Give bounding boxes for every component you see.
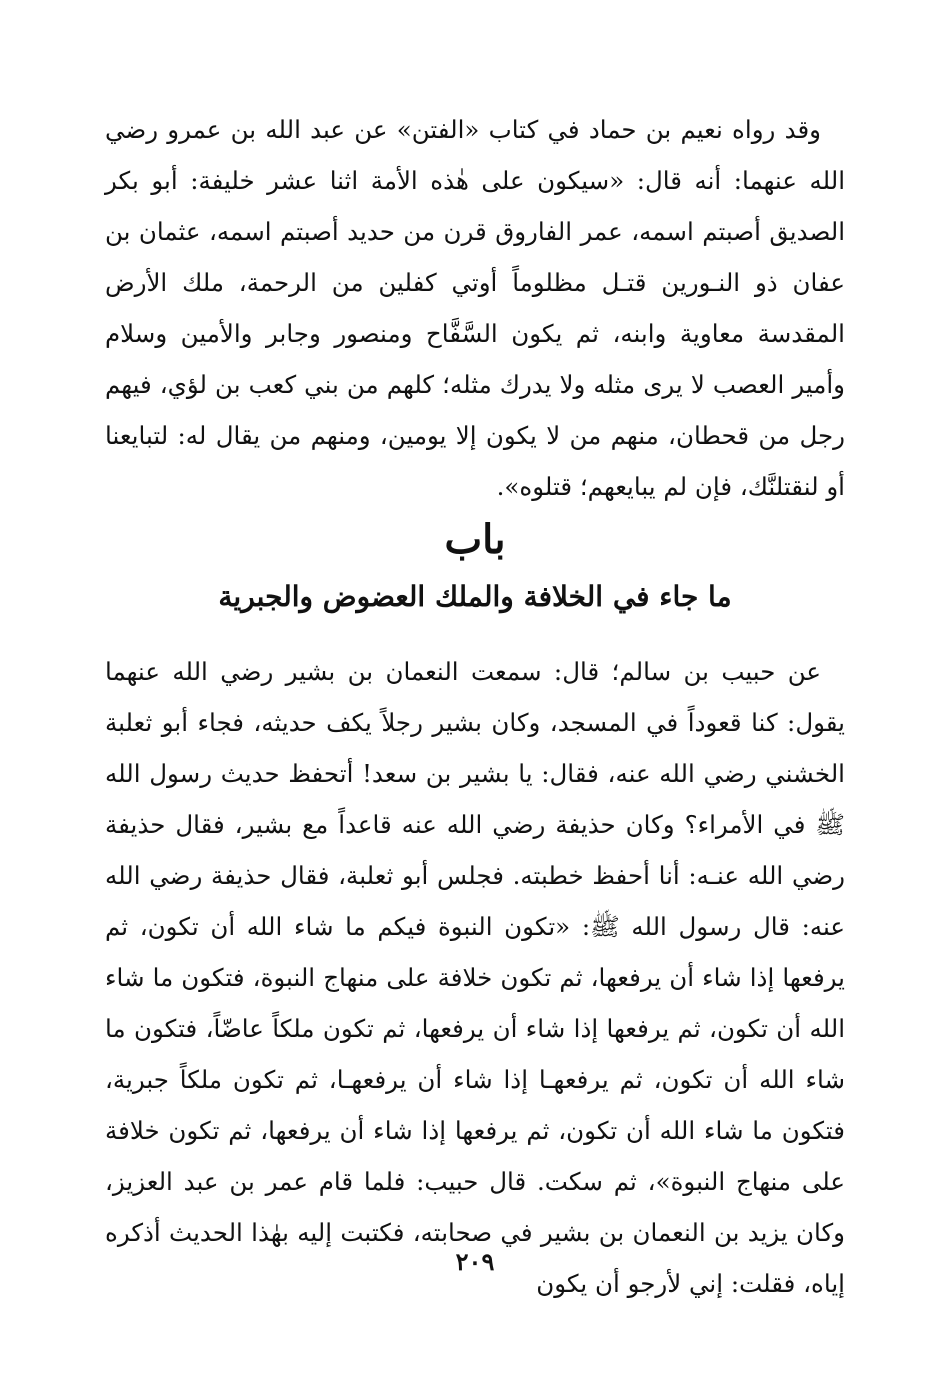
page-number: ٢٠٩ [455,1247,495,1276]
paragraph-habib-hadith: عن حبيب بن سالم؛ قال: سمعت النعمان بن بشير رضي الله عنهما يقول: كنا قعوداً في المسجد، وكان بشير رجلاً يكف حديثه، فجاء أبو ثعلبة الخشني رضي الله عنه، فقال: يا بشير بن سعد! أتحفظ حديث رسول الله ﷺ في الأمراء؟ وكان حذيفة رضي الله عنه قاعداً مع بشير، فقال حذيفة رضي الله عنـه: أنا أحفظ خطبته. فجلس أبو ثعلبة، فقال حذيفة رضي الله عنه: قال رسول الله ﷺ: «تكون النبوة فيكم ما شاء الله أن تكون، ثم يرفعها إذا شاء أن يرفعها، ثم تكون خلافة على منهاج النبوة، فتكون ما شاء الله أن تكون، ثم يرفعها إذا شاء أن يرفعها، ثم تكون ملكاً عاضّاً، فتكون ما شاء الله أن تكون، ثم يرفعهـا إذا شاء أن يرفعهـا، ثم تكون ملكاً جبرية، فتكون ما شاء الله أن تكون، ثم يرفعها إذا شاء أن يرفعها، ثم تكون خلافة على منهاج النبوة»، ثم سكت. قال حبيب: فلما قام عمر بن عبد العزيز، وكان يزيد بن النعمان بن بشير في صحابته، فكتبت إليه بهٰذا الحديث أذكره إياه، فقلت: إني لأرجو أن يكون [105,657,845,1298]
chapter-heading-bab: باب [444,516,506,563]
chapter-title: ما جاء في الخلافة والملك العضوض والجبرية [218,580,732,613]
paragraph-nuaym-hadith: وقد رواه نعيم بن حماد في كتاب «الفتن» عن عبد الله بن عمرو رضي الله عنهما: أنه قال: «سيكون على هٰذه الأمة اثنا عشر خليفة: أبو بكر الصديق أصبتم اسمه، عمر الفاروق قرن من حديد أصبتم اسمه، عثمان بن عفان ذو النـورين قتـل مظلوماً أوتي كفلين من الرحمة، ملك الأرض المقدسة معاوية وابنه، ثم يكون السَّفَّاح ومنصور وجابر والأمين وسلام وأمير العصب لا يرى مثله ولا يدرك مثله؛ كلهم من بني كعب بن لؤي، فيهم رجل من قحطان، منهم من لا يكون إلا يومين، ومنهم من يقال له: لتبايعنا أو لنقتلنَّك، فإن لم يبايعهم؛ قتلوه». [105,115,845,501]
